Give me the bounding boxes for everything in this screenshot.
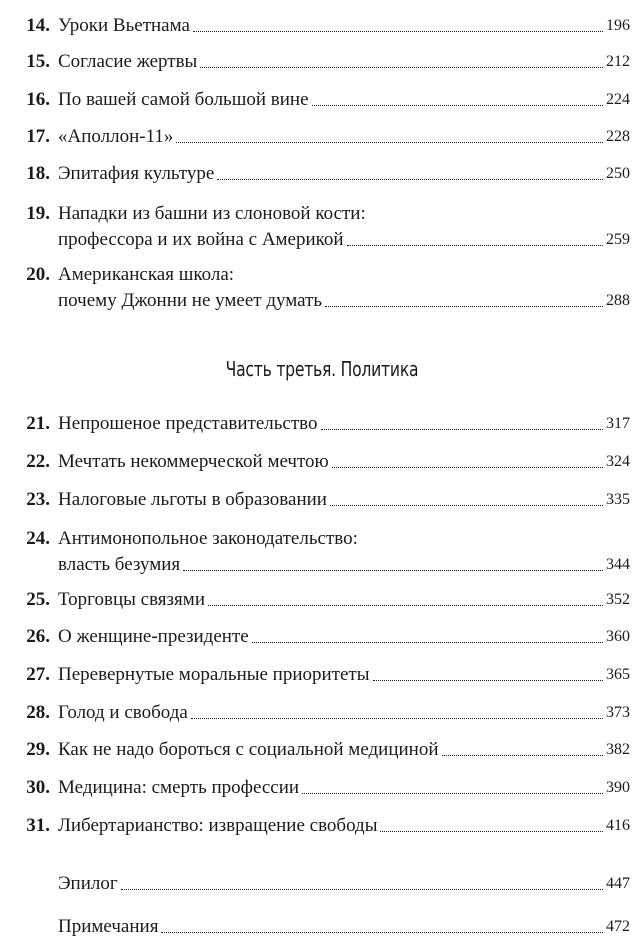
dot-leader bbox=[442, 754, 603, 756]
title-line bbox=[58, 452, 630, 472]
dot-leader bbox=[176, 141, 603, 143]
page-number: 335 bbox=[606, 491, 630, 508]
chapter-title: Эпилог bbox=[58, 873, 118, 894]
dot-leader bbox=[321, 428, 604, 430]
chapter-title: Как не надо бороться с социальной медициной bbox=[58, 739, 439, 760]
chapter-number: 27. bbox=[26, 664, 50, 685]
page-number: 344 bbox=[606, 556, 630, 573]
page-number: 373 bbox=[606, 704, 630, 721]
page-number: 352 bbox=[606, 591, 630, 608]
dot-leader bbox=[252, 641, 603, 643]
chapter-number: 22. bbox=[26, 451, 50, 472]
page-number: 360 bbox=[606, 628, 630, 645]
title-line bbox=[58, 52, 630, 72]
chapter-title: Согласие жертвы bbox=[58, 51, 198, 72]
title-line bbox=[58, 555, 630, 575]
page-number: 317 bbox=[606, 415, 630, 432]
chapter-number: 24. bbox=[26, 528, 50, 549]
chapter-number: 21. bbox=[26, 413, 50, 434]
dot-leader bbox=[380, 830, 603, 832]
title-line bbox=[58, 16, 630, 36]
title-line bbox=[58, 740, 630, 760]
page-number: 224 bbox=[606, 91, 630, 108]
chapter-title: Налоговые льготы в образовании bbox=[58, 489, 327, 510]
chapter-number: 29. bbox=[26, 739, 50, 760]
title-line bbox=[58, 665, 630, 685]
chapter-number: 14. bbox=[26, 15, 50, 36]
chapter-title: О женщине-президенте bbox=[58, 626, 249, 647]
page-number: 416 bbox=[606, 817, 630, 834]
chapter-title: Торговцы связями bbox=[58, 589, 205, 610]
part-title: Часть третья. Политика bbox=[225, 357, 419, 381]
chapter-number: 15. bbox=[26, 51, 50, 72]
dot-leader bbox=[217, 178, 603, 180]
page-number: 382 bbox=[606, 741, 630, 758]
chapter-title: Американская школа: bbox=[58, 264, 235, 285]
chapter-title: Перевернутые моральные приоритеты bbox=[58, 664, 370, 685]
chapter-title: «Аполлон-11» bbox=[58, 126, 174, 147]
page-number: 390 bbox=[606, 779, 630, 796]
chapter-title: Медицина: смерть профессии bbox=[58, 777, 300, 798]
chapter-number: 19. bbox=[26, 203, 50, 224]
chapter-title: Нападки из башни из слоновой кости: bbox=[58, 203, 366, 224]
chapter-title: Непрошеное представительство bbox=[58, 413, 318, 434]
title-line bbox=[58, 265, 630, 285]
dot-leader bbox=[325, 305, 603, 307]
chapter-number: 16. bbox=[26, 89, 50, 110]
page-number: 324 bbox=[606, 453, 630, 470]
title-line bbox=[58, 590, 630, 610]
chapter-number: 20. bbox=[26, 264, 50, 285]
dot-leader bbox=[208, 604, 603, 606]
chapter-title: профессора и их война с Америкой bbox=[58, 229, 344, 250]
chapter-number: 18. bbox=[26, 163, 50, 184]
chapter-title: Либертарианство: извращение свободы bbox=[58, 815, 378, 836]
title-line bbox=[58, 230, 630, 250]
dot-leader bbox=[161, 931, 603, 933]
title-line bbox=[58, 529, 630, 549]
chapter-number: 26. bbox=[26, 626, 50, 647]
title-line bbox=[58, 204, 630, 224]
chapter-number: 28. bbox=[26, 702, 50, 723]
page-number: 259 bbox=[606, 231, 630, 248]
chapter-title: Мечтать некоммерческой мечтою bbox=[58, 451, 329, 472]
title-line bbox=[58, 778, 630, 798]
dot-leader bbox=[347, 244, 603, 246]
dot-leader bbox=[200, 66, 603, 68]
chapter-number: 17. bbox=[26, 126, 50, 147]
title-line bbox=[58, 874, 630, 894]
page-number: 288 bbox=[606, 292, 630, 309]
dot-leader bbox=[193, 30, 603, 32]
chapter-title: Уроки Вьетнама bbox=[58, 15, 190, 36]
page-number: 250 bbox=[606, 165, 630, 182]
chapter-number: 25. bbox=[26, 589, 50, 610]
chapter-title: Голод и свобода bbox=[58, 702, 188, 723]
dot-leader bbox=[302, 792, 603, 794]
chapter-title: власть безумия bbox=[58, 554, 181, 575]
chapter-title: Антимонопольное законодательство: bbox=[58, 528, 358, 549]
page-number: 447 bbox=[606, 875, 630, 892]
title-line bbox=[58, 490, 630, 510]
page-number: 472 bbox=[606, 918, 630, 935]
title-line bbox=[58, 627, 630, 647]
chapter-number: 30. bbox=[26, 777, 50, 798]
dot-leader bbox=[121, 888, 603, 890]
dot-leader bbox=[312, 104, 604, 106]
page-number: 196 bbox=[606, 17, 630, 34]
chapter-title: Примечания bbox=[58, 916, 159, 937]
dot-leader bbox=[191, 717, 603, 719]
chapter-title: По вашей самой большой вине bbox=[58, 89, 309, 110]
title-line bbox=[58, 291, 630, 311]
dot-leader bbox=[373, 679, 604, 681]
chapter-title: Эпитафия культуре bbox=[58, 163, 215, 184]
dot-leader bbox=[183, 569, 603, 571]
title-line bbox=[58, 90, 630, 110]
title-line bbox=[58, 164, 630, 184]
page-number: 365 bbox=[606, 666, 630, 683]
chapter-title: почему Джонни не умеет думать bbox=[58, 290, 323, 311]
title-line bbox=[58, 414, 630, 434]
dot-leader bbox=[332, 466, 603, 468]
chapter-number: 23. bbox=[26, 489, 50, 510]
title-line bbox=[58, 816, 630, 836]
page-number: 212 bbox=[606, 53, 630, 70]
chapter-number: 31. bbox=[26, 815, 50, 836]
page-number: 228 bbox=[606, 128, 630, 145]
title-line bbox=[58, 917, 630, 937]
dot-leader bbox=[330, 504, 603, 506]
title-line bbox=[58, 127, 630, 147]
title-line bbox=[58, 703, 630, 723]
